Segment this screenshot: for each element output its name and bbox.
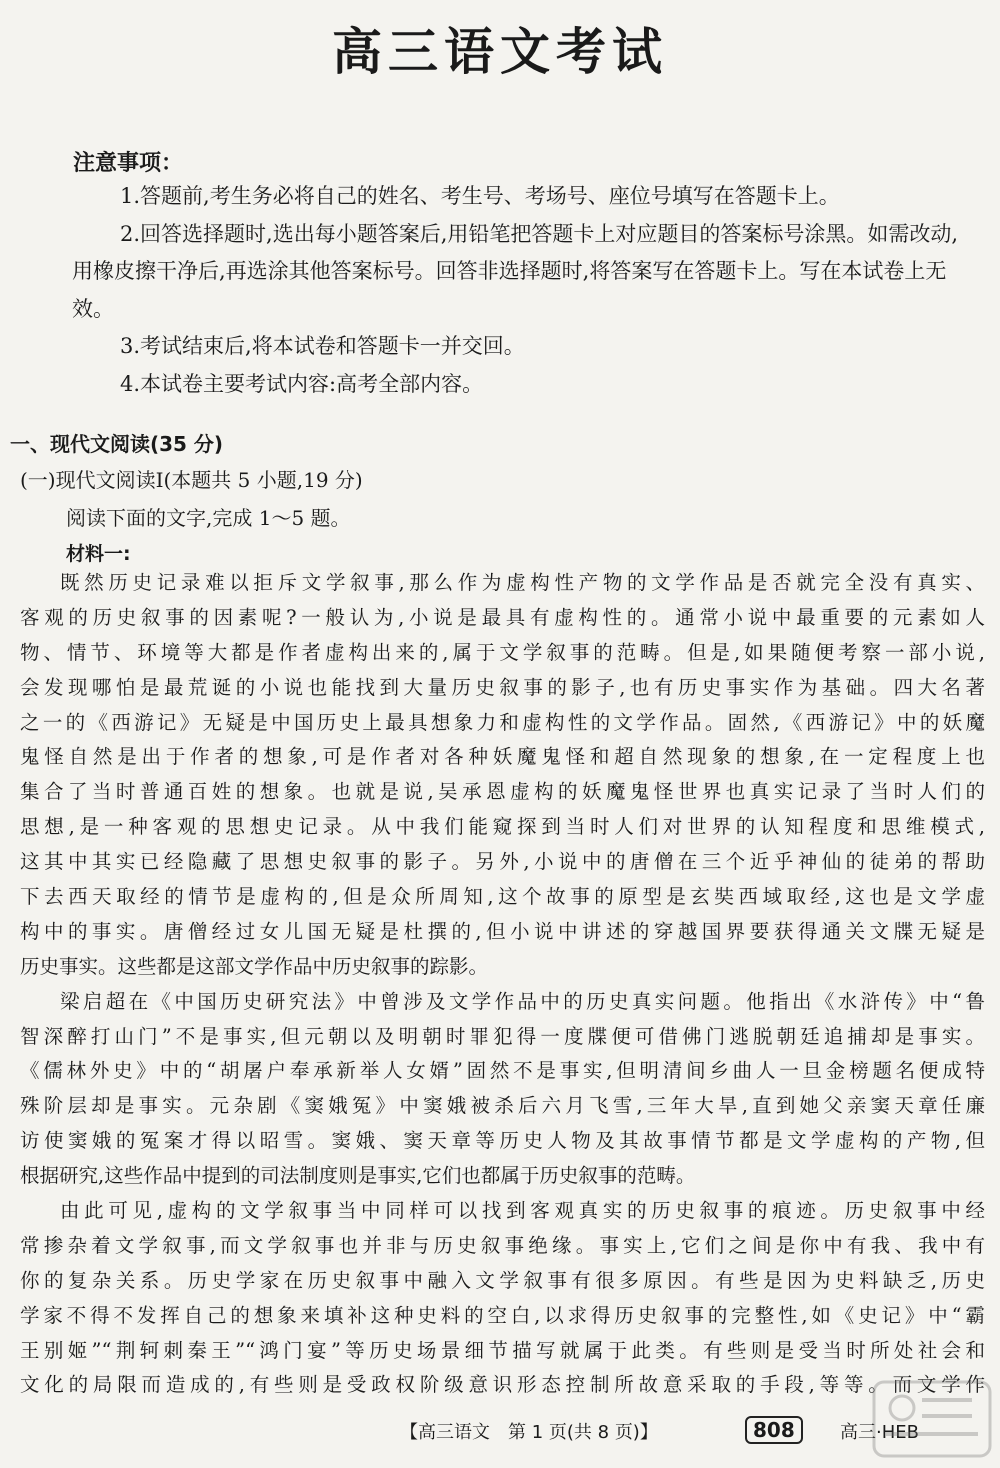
reading-instruction: 阅读下面的文字,完成 1～5 题。 [66,506,351,530]
passage-line: 常掺杂着文学叙事,而文学叙事也并非与历史叙事绝缘。事实上,它们之间是你中有我、我中有 [20,1233,985,1257]
passage-line: 文化的局限而造成的,有些则是受政权阶级意识形态控制所故意采取的手段,等等。而文学作 [20,1373,985,1397]
passage-line: 根据研究,这些作品中提到的司法制度则是事实,它们也都属于历史叙事的范畴。 [20,1164,696,1188]
material-label: 材料一: [66,543,131,565]
passage-line: 访使窦娥的冤案才得以昭雪。窦娥、窦天章等历史人物及其故事情节都是文学虚构的产物,但 [20,1129,985,1153]
notice-item: 2.回答选择题时,选出每小题答案后,用铅笔把答题卡上对应题目的答案标号涂黑。如需改动,用橡皮擦干净后,再选涂其他答案标号。回答非选择题时,将答案写在答题卡上。写在本试卷上无效。 [72,221,959,321]
passage-line: 你的复杂关系。历史学家在历史叙事中融入文学叙事有很多原因。有些是因为史料缺乏,历史 [20,1268,985,1292]
exam-grade-tag: 高三·HEB [840,1422,919,1443]
notice-item: 4.本试卷主要考试内容:高考全部内容。 [120,371,484,396]
passage-line: 之一的《西游记》无疑是中国历史上最具想象力和虚构性的文学作品。固然,《西游记》中的妖魔 [20,710,985,734]
passage-line: 历史事实。这些都是这部文学作品中历史叙事的踪影。 [20,954,489,978]
notice-heading: 注意事项： [73,151,184,176]
notice-item: 3.考试结束后,将本试卷和答题卡一并交回。 [120,334,525,358]
notice-list [72,178,962,403]
passage-line: 学家不得不发挥自己的想象来填补这种史料的空白,以求得历史叙事的完整性,如《史记》中“霸 [20,1303,985,1327]
passage-line: 由此可见,虚构的文学叙事当中同样可以找到客观真实的历史叙事的痕迹。历史叙事中经 [60,1199,985,1223]
page-footer [0,1418,1000,1448]
passage-line: 王别姬”“荆轲刺秦王”“鸿门宴”等历史场景细节描写就属于此类。有些则是受当时所处社会和 [20,1338,985,1362]
exam-code-badge: 808 [745,1416,803,1444]
passage-line: 《儒林外史》中的“胡屠户奉承新举人女婿”固然不是事实,但明清间乡曲人一旦金榜题名便成特 [20,1059,985,1083]
passage-line: 集合了当时普通百姓的想象。也就是说,吴承恩虚构的妖魔鬼怪世界也真实记录了当时人们的 [20,780,985,804]
passage-line: 这其中其实已经隐藏了思想史叙事的影子。另外,小说中的唐僧在三个近乎神仙的徒弟的帮助 [20,850,985,874]
passage-line: 殊阶层却是事实。元杂剧《窦娥冤》中窦娥被杀后六月飞雪,三年大旱,直到她父亲窦天章任廉 [20,1094,985,1118]
corner-watermark-logo [872,1378,992,1460]
passage-line: 客观的历史叙事的因素呢?一般认为,小说是最具有虚构性的。通常小说中最重要的元素如人 [20,605,985,629]
notice-item: 1.答题前,考生务必将自己的姓名、考生号、考场号、座位号填写在答题卡上。 [120,184,840,208]
passage-line: 下去西天取经的情节是虚构的,但是众所周知,这个故事的原型是玄奘西域取经,这也是文学虚 [20,885,985,909]
section-subtitle: (一)现代文阅读Ⅰ(本题共 5 小题,19 分) [20,468,363,492]
passage-line: 智深醉打山门”不是事实,但元朝以及明朝时罪犯得一度牒便可借佛门逃脱朝廷追捕却是事实。 [20,1024,985,1048]
page-number-label: 【高三语文 第 1 页(共 8 页)】 [400,1422,658,1443]
section-title: 一、现代文阅读(35 分) [10,432,224,456]
page-title: 高三语文考试 [332,23,668,81]
passage-line: 鬼怪自然是出于作者的想象,可是作者对各种妖魔鬼怪和超自然现象的想象,在一定程度上也 [20,745,985,769]
passage-line: 梁启超在《中国历史研究法》中曾涉及文学作品中的历史真实问题。他指出《水浒传》中“鲁 [60,989,985,1013]
passage-line: 思想,是一种客观的思想史记录。从中我们能窥探到当时人们对世界的认知程度和思维模式, [20,815,985,839]
passage-body [20,566,985,1403]
passage-line: 构中的事实。唐僧经过女儿国无疑是杜撰的,但小说中讲述的穿越国界要获得通关文牒无疑是 [20,919,985,943]
passage-line: 会发现哪怕是最荒诞的小说也能找到大量历史叙事的影子,也有历史事实作为基础。四大名著 [20,675,985,699]
passage-line: 既然历史记录难以拒斥文学叙事,那么作为虚构性产物的文学作品是否就完全没有真实、 [60,571,985,594]
passage-line: 物、情节、环境等大都是作者虚构出来的,属于文学叙事的范畴。但是,如果随便考察一部小说, [20,640,985,664]
